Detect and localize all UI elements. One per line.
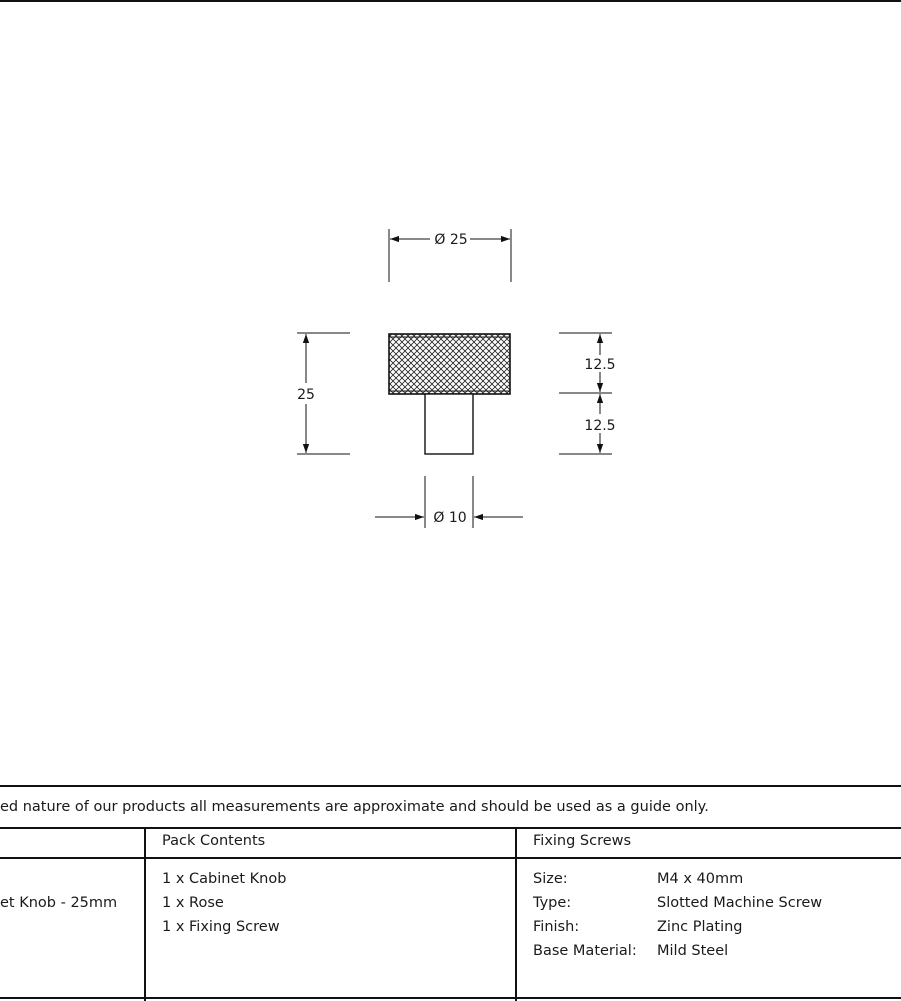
pack-contents-item: 1 x Cabinet Knob [162, 871, 287, 887]
info-table [0, 785, 901, 1001]
knob-head [389, 334, 510, 394]
table-top-rule [0, 785, 901, 787]
fixing-screws-specs [533, 867, 822, 963]
spec-row-finish [533, 915, 822, 939]
table-bottom-rule [0, 997, 901, 999]
spec-value: Slotted Machine Screw [657, 895, 823, 911]
pack-contents-header: Pack Contents [162, 833, 266, 849]
pack-contents-item: 1 x Rose [162, 895, 224, 911]
spec-key: Base Material: [533, 943, 637, 959]
column-divider [515, 827, 517, 1001]
spec-value: M4 x 40mm [657, 871, 744, 887]
knob-stem [425, 394, 473, 454]
spec-key: Finish: [533, 919, 580, 935]
spec-row-size [533, 867, 822, 891]
spec-value: Mild Steel [657, 943, 729, 959]
product-name: et Knob - 25mm [0, 895, 118, 911]
spec-value: Zinc Plating [657, 919, 743, 935]
head-height-label: 12.5 [584, 357, 616, 373]
spec-key: Type: [533, 895, 572, 911]
header-bottom-rule [0, 857, 901, 859]
column-divider [144, 827, 146, 1001]
disclaimer-text: ed nature of our products all measurements are approximate and should be used as a guide only. [0, 799, 709, 815]
pack-contents-list [162, 867, 286, 939]
stem-height-label: 12.5 [584, 418, 616, 434]
pack-contents-item: 1 x Fixing Screw [162, 919, 280, 935]
spec-row-type [533, 891, 822, 915]
header-top-rule [0, 827, 901, 829]
split-height-dimension [559, 333, 612, 454]
top-diameter-label: Ø 25 [434, 232, 468, 248]
stem-diameter-label: Ø 10 [433, 510, 467, 526]
spec-key: Size: [533, 871, 568, 887]
overall-height-label: 25 [297, 387, 315, 403]
fixing-screws-header: Fixing Screws [533, 833, 632, 849]
spec-row-base-material [533, 939, 822, 963]
